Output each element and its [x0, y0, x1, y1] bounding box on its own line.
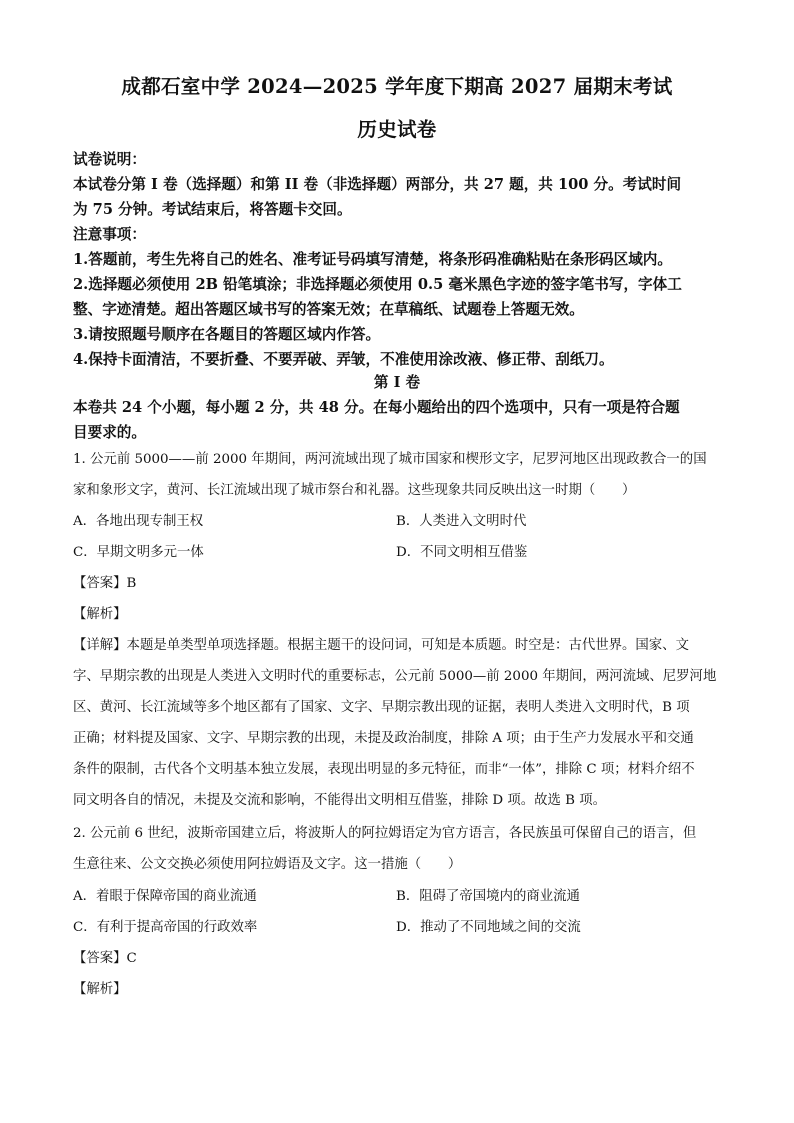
- question-2-option-c: C．有利于提高帝国的行政效率: [73, 920, 258, 935]
- instructions-line: 为 75 分钟。考试结束后，将答题卡交回。: [73, 201, 352, 218]
- note-item: 整、字迹清楚。超出答题区域书写的答案无效；在草稿纸、试题卷上答题无效。: [73, 301, 584, 318]
- section-heading: 第 I 卷: [373, 374, 421, 391]
- question-1-detail: 区、黄河、长江流域等多个地区都有了国家、文字、早期宗教出现的证据，表明人类进入文明时代，B 项: [73, 700, 690, 715]
- instructions-heading: 试卷说明：: [73, 151, 146, 168]
- question-1-detail: 同文明各自的情况，未提及交流和影响，不能得出文明相互借鉴，排除 D 项。故选 B 项。: [73, 793, 607, 808]
- question-1-option-b: B．人类进入文明时代: [396, 514, 527, 529]
- question-1-option-d: D．不同文明相互借鉴: [396, 545, 528, 560]
- note-item: 1.答题前，考生先将自己的姓名、准考证号码填写清楚，将条形码准确粘贴在条形码区域内。: [73, 251, 672, 268]
- question-2-stem: 生意往来、公文交换必须使用阿拉姆语及文字。这一措施（ ）: [73, 857, 462, 872]
- question-1-detail: 正确；材料提及国家、文字、早期宗教的出现，未提及政治制度，排除 A 项；由于生产力发展水平和交通: [73, 731, 694, 746]
- question-2-option-b: B．阻碍了帝国境内的商业流通: [396, 889, 580, 904]
- note-item: 2.选择题必须使用 2B 铅笔填涂；非选择题必须使用 0.5 毫米黑色字迹的签字笔书写，字体工: [73, 276, 682, 293]
- exam-subject: 历史试卷: [357, 118, 437, 141]
- section-description: 目要求的。: [73, 424, 146, 441]
- question-2-option-d: D．推动了不同地域之间的交流: [396, 920, 581, 935]
- instructions-line: 本试卷分第 I 卷（选择题）和第 II 卷（非选择题）两部分，共 27 题，共 100 分。考试时间: [73, 176, 682, 193]
- question-2-analysis-label: 【解析】: [73, 982, 127, 997]
- question-1-stem: 家和象形文字，黄河、长江流域出现了城市祭台和礼器。这些现象共同反映出这一时期（ ）: [73, 483, 636, 498]
- question-2-answer: 【答案】C: [73, 951, 137, 966]
- question-1-option-c: C．早期文明多元一体: [73, 545, 204, 560]
- question-2-stem: 2. 公元前 6 世纪，波斯帝国建立后，将波斯人的阿拉姆语定为官方语言，各民族虽可保留自己的语言，但: [73, 826, 697, 841]
- question-1-detail: 【详解】本题是单类型单项选择题。根据主题干的设问词，可知是本质题。时空是：古代世界。国家、文: [73, 638, 689, 653]
- question-1-analysis-label: 【解析】: [73, 607, 127, 622]
- question-2-option-a: A．着眼于保障帝国的商业流通: [73, 889, 257, 904]
- question-1-option-a: A．各地出现专制王权: [73, 514, 204, 529]
- note-item: 4.保持卡面清洁，不要折叠、不要弄破、弄皱，不准使用涂改液、修正带、刮纸刀。: [73, 351, 614, 368]
- notes-heading: 注意事项：: [73, 226, 146, 243]
- question-1-answer: 【答案】B: [73, 576, 137, 591]
- question-1-stem: 1. 公元前 5000——前 2000 年期间，两河流域出现了城市国家和楔形文字，尼罗河地区出现政教合一的国: [73, 452, 707, 467]
- question-1-detail: 字、早期宗教的出现是人类进入文明时代的重要标志，公元前 5000—前 2000 年期间，两河流域、尼罗河地: [73, 669, 717, 684]
- question-1-detail: 条件的限制，古代各个文明基本独立发展，表现出明显的多元特征，而非“一体”，排除 C 项；材料介绍不: [73, 762, 695, 777]
- note-item: 3.请按照题号顺序在各题目的答题区域内作答。: [73, 326, 381, 343]
- exam-title: 成都石室中学 2024—2025 学年度下期高 2027 届期末考试: [121, 75, 673, 98]
- section-description: 本卷共 24 个小题，每小题 2 分，共 48 分。在每小题给出的四个选项中，只有一项是符合题: [73, 399, 680, 416]
